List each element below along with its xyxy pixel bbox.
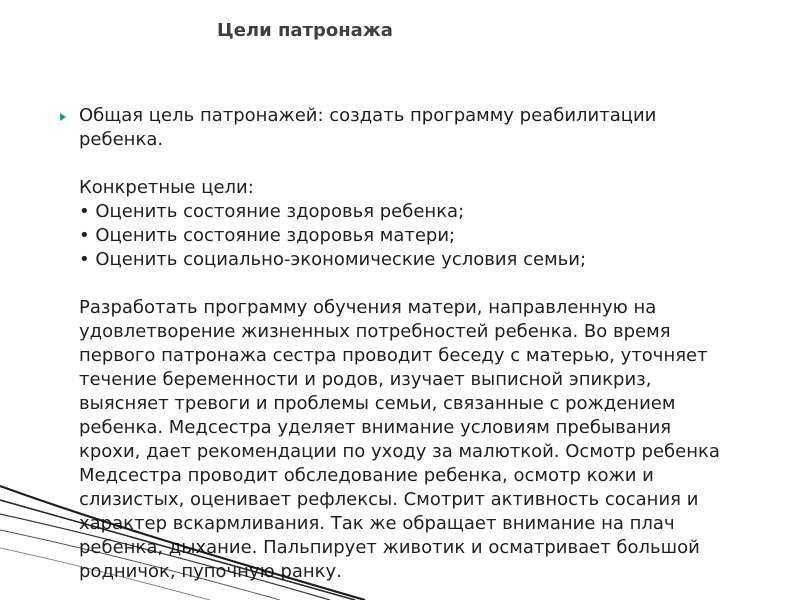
- program-paragraph-line: течение беременности и родов, изучает выписной эпикриз,: [79, 369, 652, 390]
- spacer: [79, 272, 744, 296]
- specific-goals-heading: Конкретные цели:: [79, 177, 254, 198]
- program-paragraph-line: характер вскармливания. Так же обращает внимание на плач: [79, 513, 675, 534]
- program-paragraph-line: выясняет тревоги и проблемы семьи, связанные с рождением: [79, 393, 676, 414]
- program-paragraph-line: удовлетворение жизненных потребностей ребенка. Во время: [79, 321, 671, 342]
- specific-goal-item: • Оценить состояние здоровья матери;: [79, 225, 456, 246]
- slide-body: [79, 104, 744, 584]
- spacer: [79, 152, 744, 176]
- general-goal-line-1: Общая цель патронажей: создать программу реабилитации: [79, 105, 657, 126]
- program-paragraph-line: крохи, дает рекомендации по уходу за малюткой. Осмотр ребенка: [79, 441, 720, 462]
- general-goal-line-2: ребенка.: [79, 129, 164, 150]
- program-paragraph-line: Разработать программу обучения матери, направленную на: [79, 297, 657, 318]
- program-paragraph-line: слизистых, оценивает рефлексы. Смотрит активность сосания и: [79, 489, 699, 510]
- program-paragraph-line: ребенка, дыхание. Пальпирует животик и осматривает большой: [79, 537, 700, 558]
- program-paragraph-line: родничок, пупочную ранку.: [79, 561, 342, 582]
- specific-goal-item: • Оценить состояние здоровья ребенка;: [79, 201, 465, 222]
- program-paragraph-line: первого патронажа сестра проводит беседу с матерью, уточняет: [79, 345, 708, 366]
- program-paragraph-line: ребенка. Медсестра уделяет внимание условиям пребывания: [79, 417, 672, 438]
- triangle-bullet-icon: [60, 113, 66, 121]
- specific-goal-item: • Оценить социально-экономические условия семьи;: [79, 249, 587, 270]
- slide-title: Цели патронажа: [217, 20, 393, 41]
- program-paragraph-line: Медсестра проводит обследование ребенка, осмотр кожи и: [79, 465, 654, 486]
